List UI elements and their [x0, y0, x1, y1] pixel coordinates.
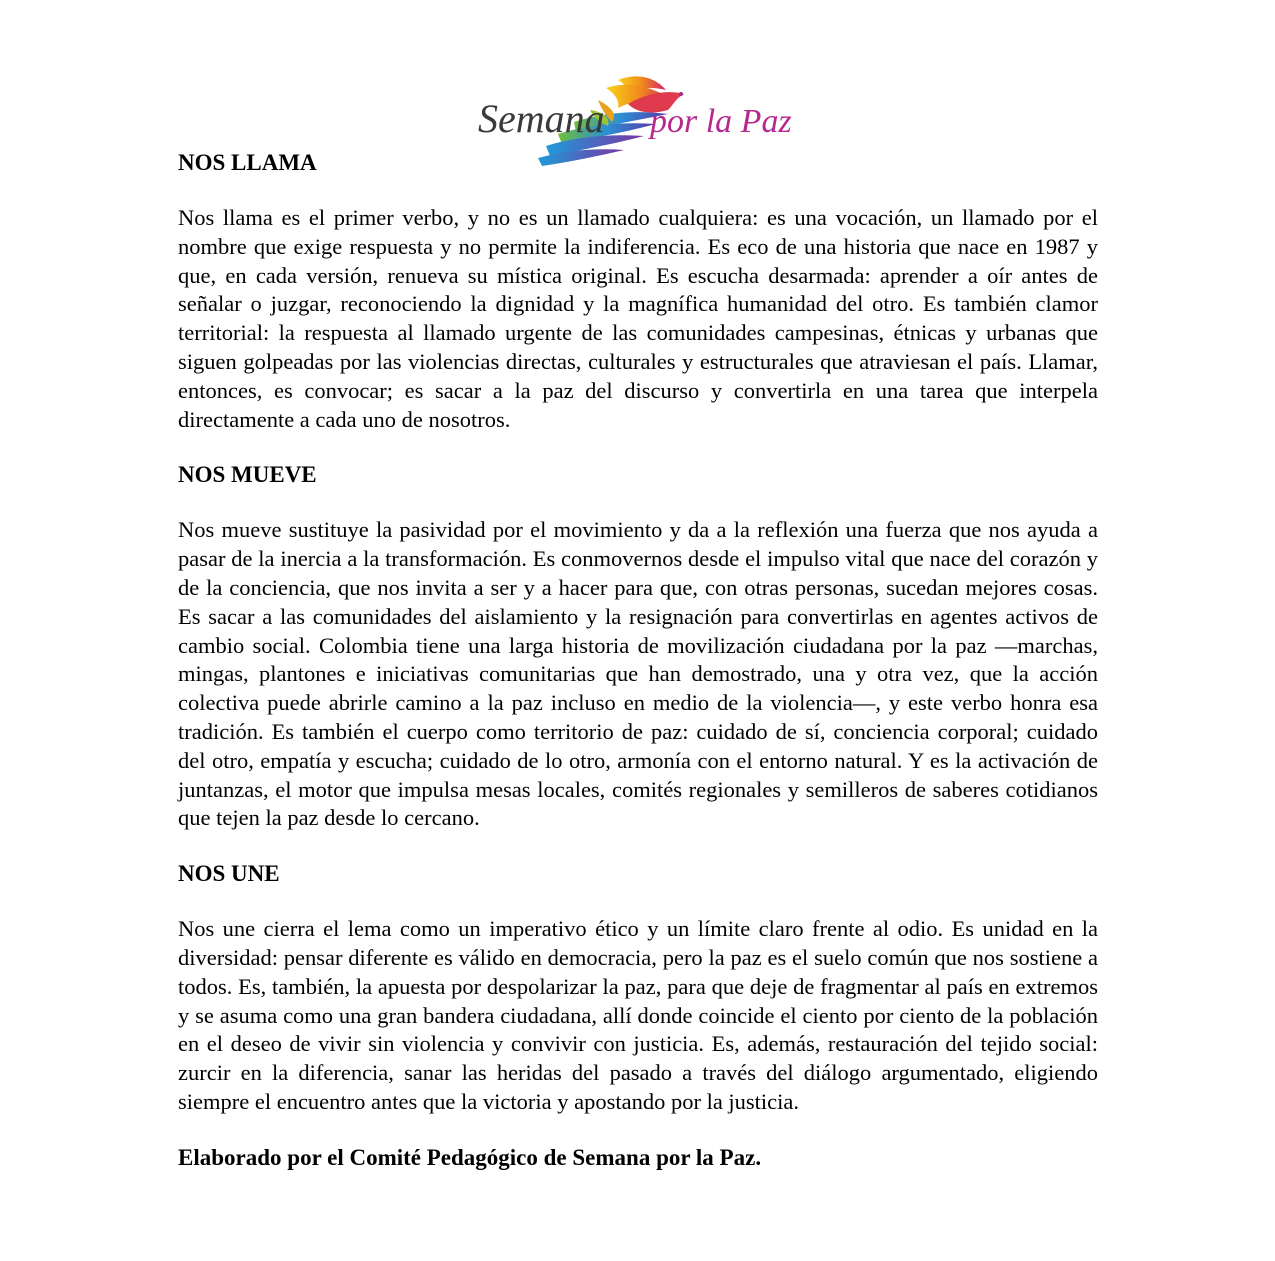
- section-paragraph: Nos llama es el primer verbo, y no es un llamado cualquiera: es una vocación, un llamado por el nombre que exige respuesta y no permite la indiferencia. Es eco de una historia que nace en 1987 y que, en cada versión, renueva su mística original. Es escucha desarmada: aprender a oír antes de señalar o juzgar, reconociendo la dignidad y la magnífica humanidad del otro. Es también clamor territorial: la respuesta al llamado urgente de las comunidades campesinas, étnicas y urbanas que siguen golpeadas por las violencias directas, culturales y estructurales que atraviesan el país. Llamar, entonces, es convocar; es sacar a la paz del discurso y convertirla en una tarea que interpela directamente a cada uno de nosotros.: [178, 205, 1098, 432]
- section-paragraph: Nos mueve sustituye la pasividad por el movimiento y da a la reflexión una fuerza que nos ayuda a pasar de la inercia a la transformación. Es conmovernos desde el impulso vital que nace del corazón y de la conciencia, que nos invita a ser y a hacer para que, con otras personas, sucedan mejores cosas. Es sacar a las comunidades del aislamiento y la resignación para convertirlas en agentes activos de cambio social. Colombia tiene una larga historia de movilización ciudadana por la paz —marchas, mingas, plantones e iniciativas comunitarias que han demostrado, una y otra vez, que la acción colectiva puede abrirle camino a la paz incluso en medio de la violencia—, y este verbo honra esa tradición. Es también el cuerpo como territorio de paz: cuidado de sí, conciencia corporal; cuidado del otro, empatía y escucha; cuidado de lo otro, armonía con el entorno natural. Y es la activación de juntanzas, el motor que impulsa mesas locales, comités regionales y semilleros de saberes cotidianos que tejen la paz desde lo cercano.: [178, 517, 1098, 831]
- section-nos-mueve: [178, 458, 1098, 833]
- section-title: NOS MUEVE: [178, 462, 317, 488]
- logo-text-por-la-paz: por la Paz: [650, 103, 792, 140]
- section-nos-une: [178, 857, 1098, 1117]
- section-paragraph: Nos une cierra el lema como un imperativo ético y un límite claro frente al odio. Es unidad en la diversidad: pensar diferente es válido en democracia, pero la paz es el suelo común que nos sostiene a todos. Es, también, la apuesta por despolarizar la paz, para que deje de fragmentar al país en extremos y se asuma como una gran bandera ciudadana, allí donde coincide el ciento por ciento de la población en el deseo de vivir sin violencia y convivir con justicia. Es, además, restauración del tejido social: zurcir en la diferencia, sanar las heridas del pasado a través del diálogo argumentado, eligiendo siempre el encuentro antes que la victoria y apostando por la justicia.: [178, 916, 1098, 1114]
- logo-text-semana: Semana: [478, 96, 605, 141]
- section-nos-llama: [178, 146, 1098, 434]
- document-body: [178, 146, 1098, 1175]
- section-title: NOS LLAMA: [178, 150, 317, 175]
- section-title: NOS UNE: [178, 861, 280, 887]
- credit-line: Elaborado por el Comité Pedagógico de Semana por la Paz.: [178, 1144, 762, 1170]
